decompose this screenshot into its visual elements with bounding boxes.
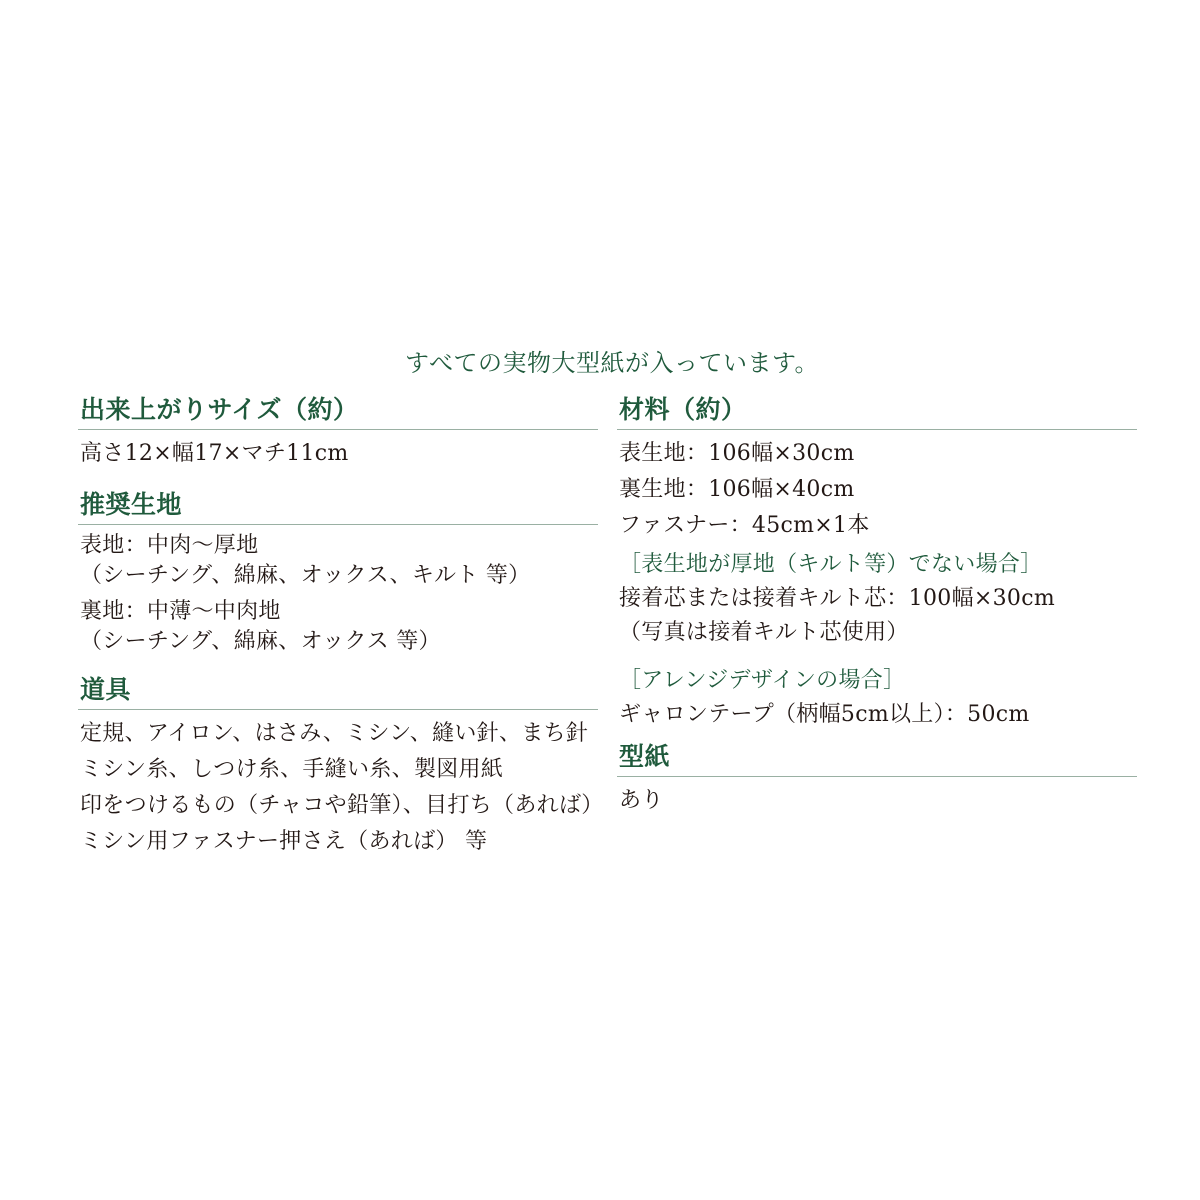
tools-line: ミシン用ファスナー押さえ（あれば） 等 — [80, 829, 488, 854]
size-list — [78, 430, 598, 472]
fabric-list — [78, 525, 598, 657]
not-thick-line: 接着芯または接着キルト芯：100幅×30cm — [619, 586, 1055, 611]
tools-section — [78, 675, 604, 860]
materials-line: 表生地：106幅×30cm — [619, 441, 855, 466]
right-column — [617, 395, 1137, 837]
tools-list — [78, 710, 604, 860]
fabric-section — [78, 490, 598, 657]
fabric-heading: 推奨生地 — [78, 490, 598, 525]
not-thick-block — [617, 548, 1137, 660]
pattern-section — [617, 742, 1137, 819]
tools-line: 印をつけるもの（チャコや鉛筆）、目打ち（あれば） — [80, 793, 604, 818]
not-thick-line: （写真は接着キルト芯使用） — [619, 620, 909, 645]
pattern-list — [617, 777, 1137, 819]
fabric-line: （シーチング、綿麻、オックス、キルト 等） — [80, 563, 531, 588]
fabric-line: 表地：中肉〜厚地 — [80, 533, 259, 558]
arrange-list — [617, 698, 1137, 742]
size-heading: 出来上がりサイズ（約） — [78, 395, 598, 430]
intro-text: すべての実物大型紙が入っています。 — [404, 349, 820, 377]
tools-line: 定規、アイロン、はさみ、ミシン、縫い針、まち針 — [80, 721, 589, 746]
size-line: 高さ12×幅17×マチ11cm — [80, 441, 349, 466]
materials-line: 裏生地：106幅×40cm — [619, 477, 855, 502]
size-section — [78, 395, 598, 472]
tools-heading: 道具 — [78, 675, 598, 710]
fabric-line: 裏地：中薄〜中肉地 — [80, 599, 281, 624]
left-column — [78, 395, 604, 878]
arrange-block — [617, 664, 1137, 742]
materials-section — [617, 395, 1137, 544]
not-thick-heading: ［表生地が厚地（キルト等）でない場合］ — [619, 552, 1043, 577]
materials-line: ファスナー：45cm×1本 — [619, 513, 870, 538]
pattern-heading: 型紙 — [617, 742, 1137, 777]
arrange-heading: ［アレンジデザインの場合］ — [619, 668, 906, 693]
arrange-line: ギャロンテープ（柄幅5cm以上）：50cm — [619, 702, 1030, 727]
materials-heading: 材料（約） — [617, 395, 1137, 430]
materials-list — [617, 430, 1137, 544]
tools-line: ミシン糸、しつけ糸、手縫い糸、製図用紙 — [80, 757, 504, 782]
not-thick-list — [617, 582, 1137, 660]
pattern-line: あり — [619, 788, 664, 813]
fabric-line: （シーチング、綿麻、オックス 等） — [80, 629, 441, 654]
